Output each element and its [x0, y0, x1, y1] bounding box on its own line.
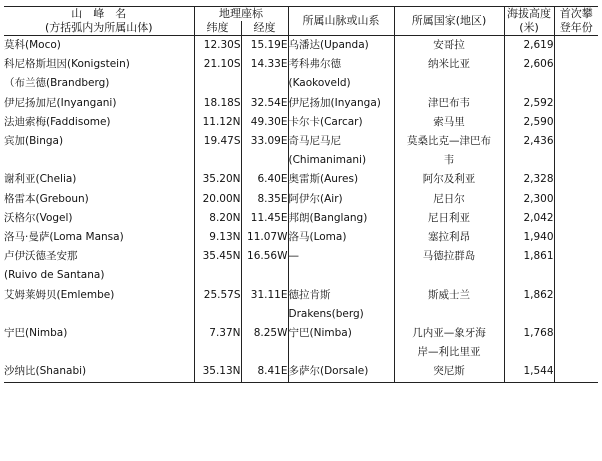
country-cell: 安哥拉 [394, 36, 504, 56]
country-header: 所属国家(地区) [394, 7, 504, 36]
peak-name-cell [4, 343, 194, 362]
table-row [4, 190, 598, 209]
latitude-cell: 20.00N [194, 190, 241, 209]
table-row [4, 286, 598, 305]
latitude-cell [194, 151, 241, 170]
peak-name-cell: 卢伊沃德圣安那 [4, 250, 78, 263]
mountain-range-cell: 乌潘达(Upanda) [288, 36, 394, 56]
country-cell: 马德拉群岛 [394, 247, 504, 266]
latitude-header: 纬度 [194, 21, 241, 36]
peak-name-cell [4, 151, 194, 170]
country-cell: 索马里 [394, 113, 504, 132]
longitude-cell: 8.41E [241, 362, 288, 382]
latitude-cell: 35.13N [194, 362, 241, 382]
elevation-cell: 1,862 [504, 286, 554, 305]
country-cell: 突尼斯 [394, 362, 504, 382]
longitude-cell [241, 151, 288, 170]
longitude-cell [241, 343, 288, 362]
elevation-cell: 2,328 [504, 170, 554, 189]
country-cell: 尼日尔 [394, 190, 504, 209]
mountain-range-cell: 德拉肯斯 [288, 286, 394, 305]
latitude-cell: 11.12N [194, 113, 241, 132]
longitude-cell: 15.19E [241, 36, 288, 56]
latitude-cell: 9.13N [194, 228, 241, 247]
elevation-cell: 1,861 [504, 247, 554, 266]
elevation-cell: 1,940 [504, 228, 554, 247]
first-ascent-cell [554, 324, 598, 343]
longitude-cell: 8.25W [241, 324, 288, 343]
mountain-range-cell: Drakens(berg) [288, 305, 394, 324]
first-ascent-cell [554, 228, 598, 247]
mountain-range-cell: 奇马尼马尼 [288, 132, 394, 151]
country-cell: 韦 [394, 151, 504, 170]
first-ascent-cell [554, 151, 598, 170]
peaks-table-body [4, 36, 598, 383]
first-ascent-cell [554, 74, 598, 93]
elevation-cell [504, 74, 554, 93]
peak-name-cell: 科尼格斯坦因(Konigstein) [4, 58, 130, 71]
first-ascent-cell [554, 170, 598, 189]
country-cell [394, 266, 504, 285]
first-ascent-cell [554, 362, 598, 382]
latitude-cell: 18.18S [194, 94, 241, 113]
elevation-unit: (米) [504, 21, 554, 36]
table-row [4, 362, 598, 382]
first-ascent-cell [554, 305, 598, 324]
mountain-range-cell: 卡尔卡(Carcar) [288, 113, 394, 132]
longitude-cell: 32.54E [241, 94, 288, 113]
longitude-cell: 31.11E [241, 286, 288, 305]
longitude-cell: 11.07W [241, 228, 288, 247]
longitude-cell: 49.30E [241, 113, 288, 132]
latitude-cell: 25.57S [194, 286, 241, 305]
country-cell [394, 305, 504, 324]
country-cell: 阿尔及利亚 [394, 170, 504, 189]
peak-name-cell: 谢利亚(Chelia) [4, 173, 77, 186]
first-ascent-cell [554, 266, 598, 285]
table-row [4, 324, 598, 343]
table-row [4, 247, 598, 266]
first-ascent-cell [554, 36, 598, 56]
latitude-cell [194, 305, 241, 324]
table-row [4, 132, 598, 151]
latitude-cell: 35.45N [194, 247, 241, 266]
peak-name-cell: 宁巴(Nimba) [4, 327, 68, 340]
table-row [4, 94, 598, 113]
elevation-cell: 1,768 [504, 324, 554, 343]
longitude-cell: 33.09E [241, 132, 288, 151]
mountain-range-cell: (Kaokoveld) [288, 74, 394, 93]
table-row [4, 266, 598, 285]
elevation-cell: 2,619 [504, 36, 554, 56]
elevation-cell [504, 151, 554, 170]
first-ascent-cell [554, 55, 598, 74]
country-cell: 斯威士兰 [394, 286, 504, 305]
mountain-range-cell: (Chimanimani) [288, 151, 394, 170]
peak-name-cell: 宾加(Binga) [4, 135, 64, 148]
first-ascent-cell [554, 343, 598, 362]
first-ascent-header: 首次攀 [554, 7, 598, 22]
country-cell: 津巴布韦 [394, 94, 504, 113]
elevation-cell: 2,436 [504, 132, 554, 151]
peaks-table [4, 6, 598, 383]
peak-name-cell: 沃格尔(Vogel) [4, 211, 73, 224]
table-row [4, 228, 598, 247]
name-header: 山 峰 名 [4, 7, 194, 22]
table-row [4, 305, 598, 324]
longitude-cell: 14.33E [241, 55, 288, 74]
latitude-cell: 35.20N [194, 170, 241, 189]
header-row [4, 7, 598, 22]
mountain-range-cell: 阿伊尔(Air) [288, 190, 394, 209]
table-row [4, 151, 598, 170]
first-ascent-cell [554, 286, 598, 305]
longitude-cell [241, 266, 288, 285]
coords-header: 地理座标 [194, 7, 288, 22]
peak-name-cell: 伊尼扬加尼(Inyangani) [4, 96, 117, 109]
elevation-cell: 2,606 [504, 55, 554, 74]
peak-name-cell: （布兰德(Brandberg) [4, 77, 110, 90]
longitude-cell: 6.40E [241, 170, 288, 189]
table-row [4, 343, 598, 362]
table-row [4, 209, 598, 228]
latitude-cell [194, 343, 241, 362]
country-cell: 岸—利比里亚 [394, 343, 504, 362]
latitude-cell [194, 74, 241, 93]
country-cell: 纳米比亚 [394, 55, 504, 74]
range-header: 所属山脉或山系 [288, 7, 394, 36]
longitude-header: 经度 [241, 21, 288, 36]
peak-name-cell: (Ruivo de Santana) [4, 269, 105, 282]
first-ascent-header-line2: 登年份 [554, 21, 598, 36]
peak-name-cell: 莫科(Moco) [4, 39, 61, 51]
country-cell: 塞拉利昂 [394, 228, 504, 247]
first-ascent-cell [554, 94, 598, 113]
table-row [4, 36, 598, 56]
peak-name-cell: 法迪索梅(Faddisome) [4, 115, 111, 128]
table-row [4, 113, 598, 132]
mountain-range-cell: 洛马(Loma) [288, 228, 394, 247]
first-ascent-cell [554, 132, 598, 151]
mountain-range-cell: 邦朗(Banglang) [288, 209, 394, 228]
mountain-range-cell: 宁巴(Nimba) [288, 324, 394, 343]
longitude-cell [241, 74, 288, 93]
country-cell [394, 74, 504, 93]
first-ascent-cell [554, 247, 598, 266]
mountain-range-cell: 奥雷斯(Aures) [288, 170, 394, 189]
peak-name-cell: 洛马·曼萨(Loma Mansa) [4, 231, 124, 244]
peak-name-cell: 格雷本(Greboun) [4, 192, 89, 205]
elevation-cell: 2,042 [504, 209, 554, 228]
latitude-cell: 12.30S [194, 36, 241, 56]
first-ascent-cell [554, 209, 598, 228]
elevation-cell: 2,300 [504, 190, 554, 209]
latitude-cell: 7.37N [194, 324, 241, 343]
country-cell: 尼日利亚 [394, 209, 504, 228]
mountain-range-cell: — [288, 247, 394, 266]
first-ascent-cell [554, 190, 598, 209]
longitude-cell: 11.45E [241, 209, 288, 228]
table-row [4, 55, 598, 74]
elevation-cell [504, 343, 554, 362]
latitude-cell: 19.47S [194, 132, 241, 151]
elevation-header: 海拔高度 [504, 7, 554, 22]
elevation-cell [504, 305, 554, 324]
elevation-cell: 2,590 [504, 113, 554, 132]
mountain-range-cell: 伊尼扬加(Inyanga) [288, 94, 394, 113]
mountain-range-cell: 多萨尔(Dorsale) [288, 362, 394, 382]
latitude-cell: 8.20N [194, 209, 241, 228]
elevation-cell [504, 266, 554, 285]
longitude-cell [241, 305, 288, 324]
country-cell: 几内亚—象牙海 [394, 324, 504, 343]
mountain-range-cell [288, 266, 394, 285]
elevation-cell: 1,544 [504, 362, 554, 382]
name-header-note: (方括弧内为所属山体) [4, 21, 194, 36]
peak-name-cell [4, 305, 194, 324]
peak-name-cell: 沙纳比(Shanabi) [4, 362, 194, 382]
peak-name-cell: 艾姆莱姆贝(Emlembe) [4, 288, 115, 301]
mountain-range-cell [288, 343, 394, 362]
mountain-range-cell: 考科弗尔德 [288, 55, 394, 74]
table-row [4, 170, 598, 189]
longitude-cell: 16.56W [241, 247, 288, 266]
latitude-cell: 21.10S [194, 55, 241, 74]
longitude-cell: 8.35E [241, 190, 288, 209]
latitude-cell [194, 266, 241, 285]
elevation-cell: 2,592 [504, 94, 554, 113]
first-ascent-cell [554, 113, 598, 132]
table-row [4, 74, 598, 93]
country-cell: 莫桑比克—津巴布 [394, 132, 504, 151]
